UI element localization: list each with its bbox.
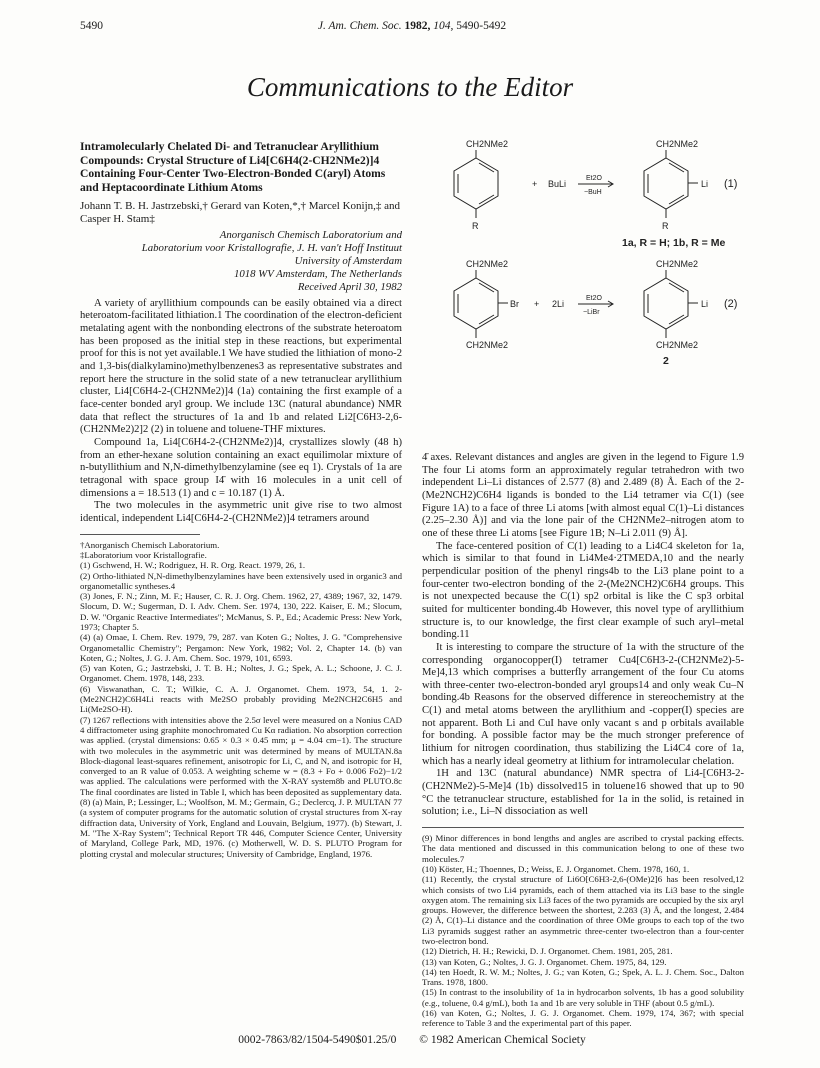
byproduct-label: −BuH <box>584 189 602 196</box>
footnote: (10) Köster, H.; Thoennes, D.; Weiss, E. J. Organomet. Chem. 1978, 160, 1. <box>422 863 690 874</box>
affiliation-line: University of Amsterdam <box>294 254 402 267</box>
section-title: Communications to the Editor <box>246 72 574 102</box>
body-paragraph: A variety of aryllithium compounds can be easily obtained via a direct heteroatom-facilitated lithiation.1 The coordination of the electron-deficient metalating agent with the nonbonding electrons of the substrate heteroatom has been proposed as the initial step in these reactions, but experimental proof for this is not yet available.1 We have studied the lithiation of mono-2 and 1,3-bis(dialkylamino)methylbenzenes3 as representative substrates and report here the structure in the solid state of a new tetranuclear aryllithium cluster, Li4[C6H4-2-(CH2NMe2)]4 (1a) containing the first example of a face-center bonded aryl group. We include 13C (natural abundance) NMR data that reflect the structures of 1a and 1b and related Li2[C6H3-2,6-(CH2NMe2)2]2 (2) in toluene and toluene-THF mixtures. <box>80 297 402 436</box>
footnote-rule <box>422 827 744 828</box>
equation-number: (2) <box>724 298 738 310</box>
benzene-ring <box>454 150 498 218</box>
footnote: †Anorganisch Chemisch Laboratorium. <box>80 539 220 550</box>
substituent-label: CH2NMe2 <box>466 139 509 149</box>
affiliation-line: Anorganisch Chemisch Laboratorium and <box>219 228 402 241</box>
body-paragraph: 4̄ axes. Relevant distances and angles are given in the legend to Figure 1.9 The four Li atoms form an approximately regular tetrahedron with two independent Li–Li distances of 2.577 (8) and 2.489 (8) Å. Each of the 2-(Me2NCH2)C6H4 ligands is bonded to the Li4 tetramer via C(1) (see Figure 1A) to a face of three Li atoms [with almost equal C(1)–Li distances (2.25–2.30 Å)] and via the lone pair of the CH2NMe2–nitrogen atom to one of these three Li atoms [see Figure 1B; N–Li 2.011 (9) Å]. <box>422 452 744 539</box>
substituent-label: R <box>472 221 479 231</box>
benzene-ring <box>454 270 508 338</box>
footnote-rule <box>80 534 200 535</box>
plus-sign: + <box>534 299 540 309</box>
journal-year: 1982, <box>404 20 431 32</box>
article-title: Intramolecularly Chelated Di- and Tetranuclear Aryllithium Compounds: Crystal Structure of Li4[C6H4(2-CH2NMe2)]4 Containing Four-Center Two-Electron-Bonded C(aryl) Atoms and Heptacoordinate Lithium Atoms <box>80 140 386 195</box>
substituent-label: R <box>662 221 669 231</box>
equation-number: (1) <box>724 178 738 190</box>
journal-name: J. Am. Chem. Soc. <box>317 20 402 32</box>
running-header <box>80 20 744 34</box>
substituent-label: CH2NMe2 <box>656 259 699 269</box>
received-date: Received April 30, 1982 <box>297 280 402 293</box>
solvent-label: Et2O <box>586 175 602 182</box>
footnote: (14) ten Hoedt, R. W. M.; Noltes, J. G.; van Koten, G.; Spek, A. L. J. Chem. Soc., Dalton Trans. 1978, 1800. <box>422 966 744 988</box>
footnote: ‡Laboratorium voor Kristallografie. <box>80 549 207 560</box>
left-column <box>80 140 402 859</box>
footnote: (11) Recently, the crystal structure of Li6O[C6H3-2,6-(OMe)2]6 has been resolved,12 which consists of two Li4 pyramids, each of them attached via its Li3 base to the single oxygen atom. The remaining six Li3 faces of the two pyramids are occupied by the six aryl groups. However, the difference between the shortest, 2.283 (3) Å, and the longest, 2.484 (2) Å, C(1)–Li distance and the coordination of three OMe groups to each top of the two Li3 pyramids suggest rather an asymmetric three-center two-electron than a four-center two-electron bond. <box>422 874 744 946</box>
footnote: (6) Viswanathan, C. T.; Wilkie, C. A. J. Organomet. Chem. 1973, 54, 1. 2-(Me2NCH2)C6H4Li reacts with Me2SO probably providing Me2NCH2C6H5 and Li(Me2SO-H). <box>80 683 402 715</box>
compound-caption: 1a, R = H; 1b, R = Me <box>622 237 726 249</box>
right-column <box>422 452 744 1029</box>
body-paragraph: The face-centered position of C(1) leading to a Li4C4 skeleton for 1a, which is similar to that found in Li4Me4·2TMEDA,10 and the nearly perpendicular position of the phenyl rings4b to the Li3 plane point to a four-center two-electron bonding of the 2-(Me2NCH2)C6H4 groups. This is not unexpected because the C(1) sp2 orbital is like the C sp3 orbital suited for multicenter bonding.4b However, this novel type of aryllithium structure is, to our knowledge, the first clear example of such aryl–metal bonding.11 <box>422 540 744 641</box>
body-paragraph: The two molecules in the asymmetric unit give rise to two almost identical, independent Li4[C6H4-2-(CH2NMe2)]4 tetramers around <box>80 500 402 524</box>
footnote: (7) 1267 reflections with intensities above the 2.5σ level were measured on a Nonius CAD 4 diffractometer using graphite monochromated Cu Kα radiation. No absorption correction was applied. (crystal dimensions: 0.65 × 0.3 × 0.45 mm; μ = 4.04 cm−1). The structure with two molecules in the asymmetric unit was determined by means of MULTAN.8a Block-diagonal least-squares refinement, anisotropic for Li, C, and N, and isotropic for H, converged to an R value of 0.053. A weighting scheme w = (8.3 + Fo + 0.006 Fo2)−1/2 was applied. The calculations were performed with the X-RAY system8b and PLUTO.8c The final coordinates are listed in Table I, which has been deposited as supplementary data. <box>80 714 402 797</box>
journal-volume: 104, <box>433 20 454 32</box>
footnote: (1) Gschwend, H. W.; Rodriguez, H. R. Org. React. 1979, 26, 1. <box>80 560 306 571</box>
journal-citation <box>80 20 744 32</box>
footnote: (2) Ortho-lithiated N,N-dimethylbenzylamines have been extensively used in organic3 and organometallic syntheses.4 <box>80 570 402 591</box>
body-paragraph: It is interesting to compare the structure of 1a with the structure of the corresponding organocopper(I) tetramer Cu4[C6H3-2-(CH2NMe2)-5-Me]4,13 which comprises a butterfly arrangement of the four Cu atoms with three-center two-electron-bonded aryl groups14 and only weak Cu–N bonding.4b Reasons for the observed difference in stereochemistry at the C(1) and metal atoms between the aryllithium and -copper(I) species are not apparent. Both Li and CuI have only vacant s and p orbitals available for bonding. A possible factor may be the much stronger preference of lithium for nitrogen coordination, thus stabilizing the Li4C4 core of 1a, which has a nearly ideal geometry at lithium for intramolecular chelation. <box>422 641 744 767</box>
reaction-scheme <box>420 138 744 453</box>
reagent-label: 2Li <box>552 299 565 309</box>
footnote: (3) Jones, F. N.; Zinn, M. F.; Hauser, C. R. J. Org. Chem. 1962, 27, 4389; 1967, 32, 1479. Slocum, D. W.; Sugerman, D. I. Adv. Chem. Ser. 1974, 130, 222. Kaiser, E. M.; Slocum, D. W. "Organic Reactive Intermediates"; McManus, S. P., Ed.; Academic Press: New York, 1973; Chapter 5. <box>80 591 402 632</box>
footnote: (4) (a) Omae, I. Chem. Rev. 1979, 79, 287. van Koten G.; Noltes, J. G. "Comprehensive Organometallic Chemistry"; Pergamon: New York, 1982; Vol. 2, Chapter 14. (b) van Koten, G.; Noltes, J. G. J. Am. Chem. Soc. 1979, 101, 6593. <box>80 632 402 663</box>
page-range: 5490-5492 <box>456 20 507 32</box>
article-code: 0002-7863/82/1504-5490$01.25/0 <box>238 1034 397 1046</box>
affiliation-block <box>80 229 402 281</box>
footnote: (12) Dietrich, H. H.; Rewicki, D. J. Organomet. Chem. 1981, 205, 281. <box>422 946 673 957</box>
affiliation-line: 1018 WV Amsterdam, The Netherlands <box>233 267 402 280</box>
substituent-label: CH2NMe2 <box>466 259 509 269</box>
footnote: (9) Minor differences in bond lengths and angles are ascribed to crystal packing effects. The data mentioned and discussed in this communication belong to one of these two molecules.7 <box>422 833 744 864</box>
metal-label: Li <box>701 179 709 189</box>
footnote: (13) van Koten, G.; Noltes, J. G. J. Organomet. Chem. 1975, 84, 129. <box>422 956 667 967</box>
benzene-ring <box>644 270 698 338</box>
footnote: (15) In contrast to the insolubility of 1a in hydrocarbon solvents, 1b has a good solubility (e.g., toluene, 0.4 g/mL), both 1a and 1b are very soluble in THF (about 0.5 g/mL). <box>422 987 744 1008</box>
benzene-ring <box>644 150 698 218</box>
body-paragraph: Compound 1a, Li4[C6H4-2-(CH2NMe2)]4, crystallizes slowly (48 h) from an ether-hexane solution containing an exact equilimolar mixture of n-butyllithium and N,N-dimethylbenzylamine (see eq 1). Crystals of 1a are tetragonal with space group I4̄ with 16 molecules in a unit cell of dimensions a = 18.513 (1) and c = 10.187 (1) Å. <box>80 437 402 499</box>
affiliation-line: Laboratorium voor Kristallografie, J. H. van't Hoff Instituut <box>141 241 402 254</box>
footnote: (16) van Koten, G.; Noltes, J. G. J. Organomet. Chem. 1979, 174, 367; with special reference to Table 3 and the experimental part of this paper. <box>422 1008 744 1029</box>
plus-sign: + <box>532 179 538 189</box>
footnote: (5) van Koten, G.; Jastrzebski, J. T. B. H.; Noltes, J. G.; Spek, A. L.; Schoone, J. C. J. Organomet. Chem. 1978, 148, 233. <box>80 663 402 684</box>
substituent-label: CH2NMe2 <box>656 340 699 350</box>
reagent-label: BuLi <box>548 179 567 189</box>
body-paragraph: 1H and 13C (natural abundance) NMR spectra of Li4-[C6H3-2-(CH2NMe2)-5-Me]4 (1b) dissolved15 in toluene16 showed that up to 90 °C the tetranuclear structure, established for 1a in the solid, is retained in solution; i.e., Li–N dissociation as well <box>422 768 744 818</box>
page-number: 5490 <box>80 20 103 32</box>
substituent-label: CH2NMe2 <box>656 139 699 149</box>
leaving-group-label: Br <box>510 299 519 309</box>
solvent-label: Et2O <box>586 295 602 302</box>
substituent-label: CH2NMe2 <box>466 340 509 350</box>
byproduct-label: −LiBr <box>583 309 600 316</box>
page-footer <box>80 1034 744 1046</box>
footnote: (8) (a) Main, P.; Lessinger, L.; Woolfson, M. M.; Germain, G.; Declercq, J. P. MULTAN 77 (a system of computer programs for the automatic solution of crystal structures from X-ray diffraction data, University of York, England and Louvain, Belgium, 1977). (b) Stewart, J. M. "The X-Ray System"; Technical Report TR 446, Computer Science Center, University of Maryland, College Park, MD, 1976. (c) Motherwell, W. D. S. PLUTO Program for plotting crystal and molecular structures; University of Cambridge, England, 1976. <box>80 797 402 859</box>
metal-label: Li <box>701 299 709 309</box>
author-list: Johann T. B. H. Jastrzebski,† Gerard van Koten,*,† Marcel Konijn,‡ and Casper H. Stam‡ <box>80 199 401 225</box>
copyright-notice: © 1982 American Chemical Society <box>419 1034 586 1046</box>
compound-number: 2 <box>663 355 669 367</box>
